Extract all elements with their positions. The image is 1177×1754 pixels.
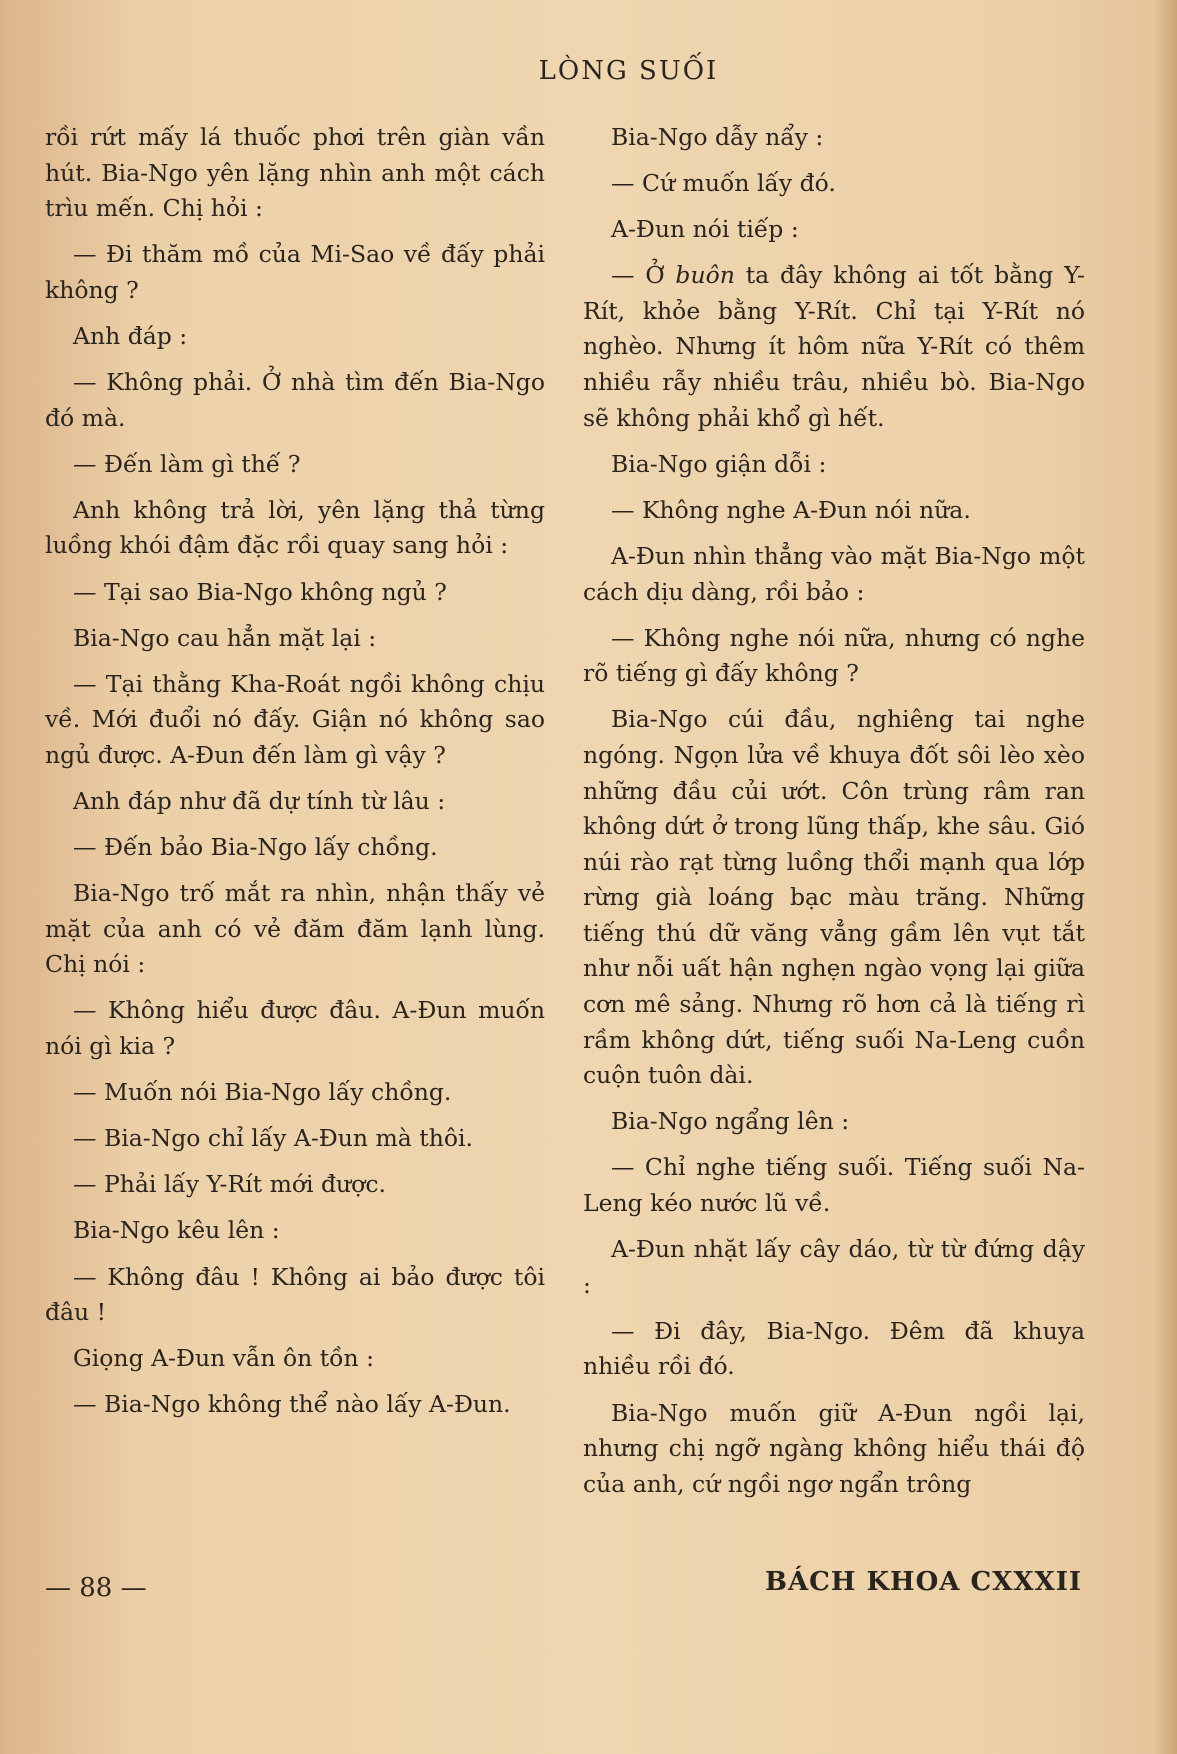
paragraph: Bia-Ngo cau hẳn mặt lại : <box>73 623 377 652</box>
paragraph: Bia-Ngo muốn giữ A-Đun ngồi lại, nhưng chị ngỡ ngàng không hiểu thái độ của anh, cứ ngồi ngơ ngẩn trông <box>583 1398 1085 1498</box>
paragraph-text: ta đây không ai tốt bằng Y-Rít, khỏe bằng Y-Rít. Chỉ tại Y-Rít nó nghèo. Nhưng ít hôm nữa Y-Rít có thêm nhiều rẫy nhiều trâu, nhiều bò. Bia-Ngo sẽ không phải khổ gì hết. <box>583 261 1085 432</box>
paragraph: Bia-Ngo kêu lên : <box>73 1216 280 1245</box>
paragraph: — Chỉ nghe tiếng suối. Tiếng suối Na-Leng kéo nước lũ về. <box>583 1153 1085 1218</box>
paragraph: Anh đáp như đã dự tính từ lâu : <box>73 787 446 815</box>
paragraph: Bia-Ngo trố mắt ra nhìn, nhận thấy vẻ mặt của anh có vẻ đăm đăm lạnh lùng. Chị nói : <box>45 879 545 979</box>
paragraph: rồi rứt mấy lá thuốc phơi trên giàn vần hút. Bia-Ngo yên lặng nhìn anh một cách trìu mến. Chị hỏi : <box>45 123 545 223</box>
right-column <box>583 120 1085 1513</box>
paragraph: — Muốn nói Bia-Ngo lấy chồng. <box>73 1078 452 1107</box>
paragraph: — Bia-Ngo chỉ lấy A-Đun mà thôi. <box>73 1124 473 1153</box>
paragraph: — Tại thằng Kha-Roát ngồi không chịu về. Mới đuổi nó đấy. Giận nó không sao ngủ được. A-Đun đến làm gì vậy ? <box>45 669 545 769</box>
paragraph: — Không đâu ! Không ai bảo được tôi đâu ! <box>45 1262 545 1327</box>
paragraph: — Tại sao Bia-Ngo không ngủ ? <box>73 577 447 606</box>
paragraph: Bia-Ngo cúi đầu, nghiêng tai nghe ngóng. Ngọn lửa về khuya đốt sôi lèo xèo những đầu củi ướt. Côn trùng râm ran không dứt ở trong lũng thấp, khe sâu. Gió núi rào rạt từng luồng thổi mạnh qua lớp rừng già loáng bạc màu trăng. Những tiếng thú dữ văng vẳng gầm lên vụt tắt như nỗi uất hận nghẹn ngào vọng lại giữa cơn mê sảng. Nhưng rõ hơn cả là tiếng rì rầm không dứt, tiếng suối Na-Leng cuồn cuộn tuôn dài. <box>583 705 1085 1090</box>
paragraph: — Đến bảo Bia-Ngo lấy chồng. <box>73 833 438 862</box>
running-header: LÒNG SUỐI <box>538 56 719 86</box>
paragraph: — Đến làm gì thế ? <box>73 449 301 478</box>
paragraph: A-Đun nhặt lấy cây dáo, từ từ đứng dậy : <box>583 1235 1085 1299</box>
paragraph: Bia-Ngo ngẩng lên : <box>611 1107 850 1136</box>
paragraph <box>583 258 1085 436</box>
publication-footer: BÁCH KHOA CXXXII <box>765 1567 1083 1597</box>
paragraph: A-Đun nhìn thẳng vào mặt Bia-Ngo một cách dịu dàng, rồi bảo : <box>583 541 1085 606</box>
paragraph: A-Đun nói tiếp : <box>611 215 799 244</box>
paragraph: — Không hiểu được đâu. A-Đun muốn nói gì kia ? <box>45 996 545 1061</box>
paragraph: Bia-Ngo giận dỗi : <box>611 449 827 478</box>
paragraph: — Phải lấy Y-Rít mới được. <box>73 1170 386 1199</box>
paragraph: — Đi đây, Bia-Ngo. Đêm đã khuya nhiều rồi đó. <box>583 1316 1085 1381</box>
paragraph: Bia-Ngo dẫy nẩy : <box>611 123 824 151</box>
page-number: — 88 — <box>45 1573 147 1603</box>
paragraph: — Không nghe A-Đun nói nữa. <box>611 495 971 524</box>
paragraph: Anh đáp : <box>73 321 188 350</box>
paragraph-text: — Ở <box>611 261 676 290</box>
paragraph: — Không phải. Ở nhà tìm đến Bia-Ngo đó mà. <box>45 368 545 432</box>
paragraph: — Không nghe nói nữa, nhưng có nghe rõ tiếng gì đấy không ? <box>583 623 1085 688</box>
paragraph: Anh không trả lời, yên lặng thả từng luồng khói đậm đặc rồi quay sang hỏi : <box>45 495 545 560</box>
paragraph: — Đi thăm mồ của Mi-Sao về đấy phải không ? <box>45 240 545 304</box>
left-column <box>45 120 545 1433</box>
paragraph: Giọng A-Đun vẫn ôn tồn : <box>73 1344 375 1373</box>
paragraph: — Bia-Ngo không thể nào lấy A-Đun. <box>73 1390 511 1419</box>
italic-word: buôn <box>675 261 735 290</box>
paragraph: — Cứ muốn lấy đó. <box>611 169 836 198</box>
